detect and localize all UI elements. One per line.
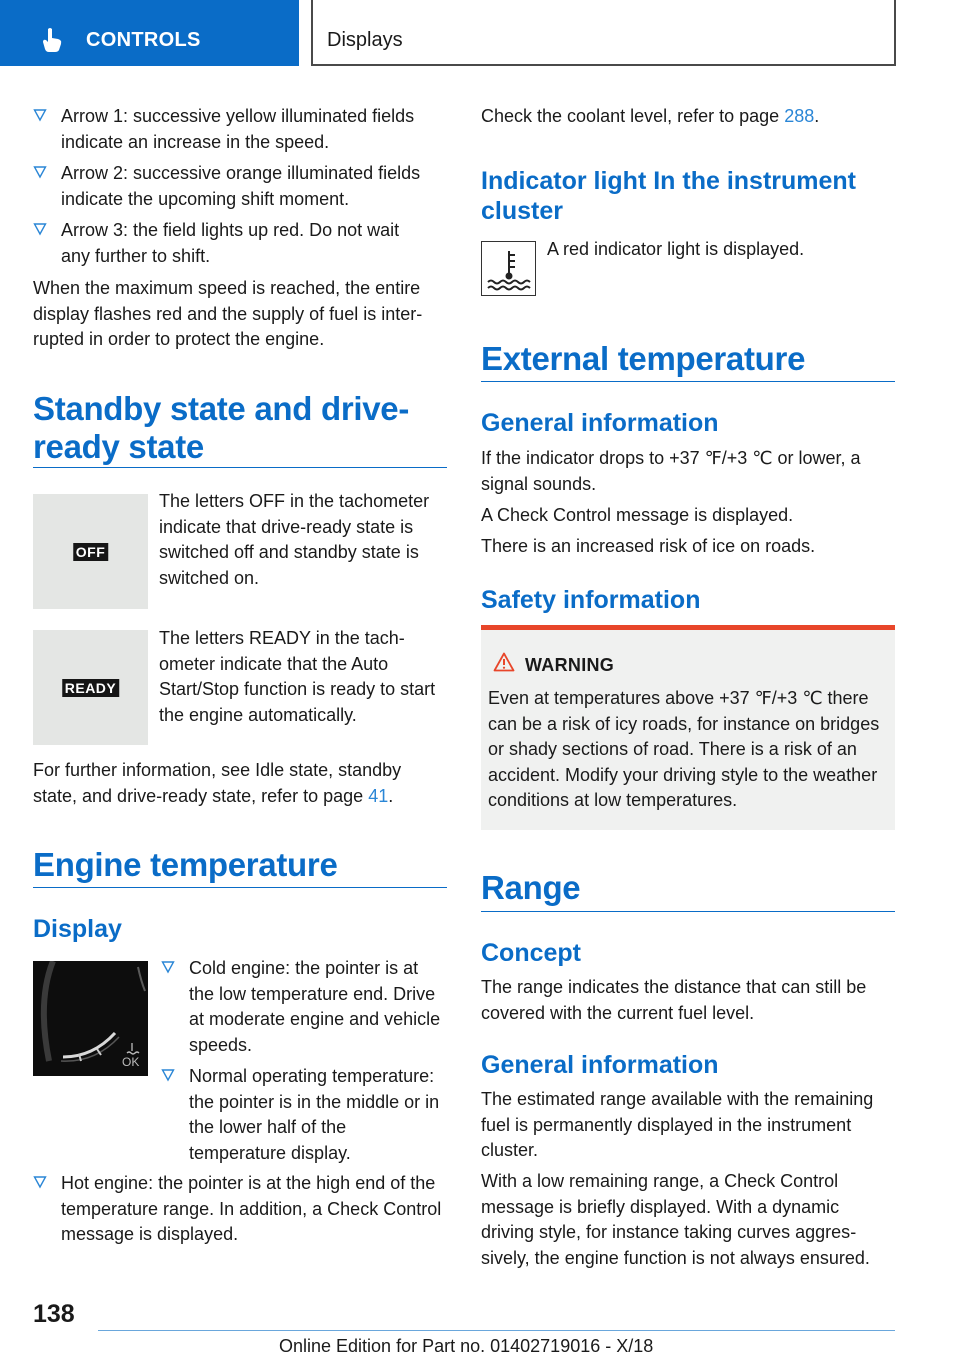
concept-paragraph: The range indicates the distance that can still be covered with the current fuel level.: [481, 977, 867, 1023]
list-item: Arrow 3: the field lights up red. Do not wait any further to shift.: [33, 218, 433, 269]
range-paragraph-1: The estimated range available with the remaining fuel is permanently displayed in the instrument cluster.: [481, 1089, 874, 1160]
edition-text: Online Edition for Part no. 01402719016 - X/18: [279, 1336, 654, 1356]
list-item: Hot engine: the pointer is at the high end of the temperature range. In addition, a Check Control message is displayed.: [33, 1171, 447, 1248]
coolant-thermometer-icon: [482, 242, 534, 294]
indicator-text: A red indicator light is displayed.: [547, 239, 805, 259]
ext-paragraph-3: There is an increased risk of ice on roads.: [481, 536, 816, 556]
hand-pointer-icon: [40, 27, 64, 53]
concept-heading: Concept: [481, 939, 581, 967]
range-heading: Range: [481, 869, 581, 906]
triangle-bullet-icon: [161, 960, 175, 974]
off-badge: OFF: [73, 543, 109, 561]
triangle-bullet-icon: [33, 165, 47, 179]
heading-rule: [481, 911, 895, 912]
safety-info-heading: Safety information: [481, 586, 701, 614]
warning-text: Even at temperatures above +37 ℉/+3 ℃ there can be a risk of icy roads, for instance on bridges or shady sections of road. There is a risk of an accident. Modify your driving style to the weather conditions at low temperatures.: [488, 688, 880, 810]
display-heading: Display: [33, 915, 122, 943]
general-info-heading: General information: [481, 409, 719, 437]
heading-rule: [33, 467, 447, 468]
list-item: Arrow 1: successive yellow illuminated fields indicate an increase in the speed.: [33, 104, 443, 155]
section-label: CONTROLS: [86, 29, 201, 51]
max-speed-paragraph: When the maximum speed is reached, the entire display flashes red and the supply of fuel is interrupted in order to protect the engine.: [33, 278, 423, 349]
ready-paragraph: The letters READY in the tachometer indicate that the Auto Start/Stop function is ready to start the engine automatically.: [159, 628, 436, 725]
ext-paragraph-1: If the indicator drops to +37 ℉/+3 ℃ or lower, a signal sounds.: [481, 448, 861, 494]
further-info-paragraph: For further information, see Idle state, standby state, and drive-ready state, refer to page 41.: [33, 760, 402, 806]
section-tab[interactable]: [0, 0, 299, 66]
triangle-bullet-icon: [161, 1068, 175, 1082]
triangle-bullet-icon: [33, 222, 47, 236]
ready-badge: READY: [62, 679, 120, 697]
warning-box: [481, 625, 895, 830]
list-item: Cold engine: the pointer is at the low temperature end. Drive at moderate engine and vehicle speeds.: [161, 956, 447, 1058]
standby-heading: Standby state and drive-ready state: [33, 390, 410, 465]
heading-rule: [481, 381, 895, 382]
page-number: 138: [33, 1300, 75, 1328]
list-item: Normal operating temperature: the pointer is in the middle or in the lower half of the temperature display.: [161, 1064, 447, 1166]
temperature-gauge-image: [33, 961, 148, 1076]
warning-title: WARNING: [525, 655, 615, 675]
page-link[interactable]: 288: [784, 106, 815, 126]
coolant-paragraph: Check the coolant level, refer to page 288.: [481, 106, 820, 126]
chapter-header: [311, 0, 896, 66]
external-temperature-heading: External temperature: [481, 340, 806, 377]
list-item: Arrow 2: successive orange illuminated fields indicate the upcoming shift moment.: [33, 161, 443, 212]
ext-paragraph-2: A Check Control message is displayed.: [481, 505, 794, 525]
indicator-heading: Indicator light In the instrument cluster: [481, 167, 856, 225]
heading-rule: [33, 887, 447, 888]
chapter-label: Displays: [327, 29, 403, 51]
warning-triangle-icon: [493, 652, 515, 672]
ready-indicator-image: [33, 630, 148, 745]
coolant-warning-icon: [481, 241, 536, 296]
triangle-bullet-icon: [33, 108, 47, 122]
off-indicator-image: [33, 494, 148, 609]
gauge-ok-label: OK: [122, 1055, 140, 1069]
engine-temperature-heading: Engine temperature: [33, 846, 338, 883]
page-link[interactable]: 41: [368, 785, 389, 806]
triangle-bullet-icon: [33, 1175, 47, 1189]
range-general-info-heading: General information: [481, 1051, 719, 1079]
footer-rule: [98, 1330, 895, 1331]
range-paragraph-2: With a low remaining range, a Check Control message is briefly displayed. With a dynamic driving style, for instance taking curves aggressively, the engine function is not always ensured.: [481, 1171, 870, 1268]
off-paragraph: The letters OFF in the tachometer indicate that drive-ready state is switched off and standby state is switched on.: [159, 491, 430, 588]
